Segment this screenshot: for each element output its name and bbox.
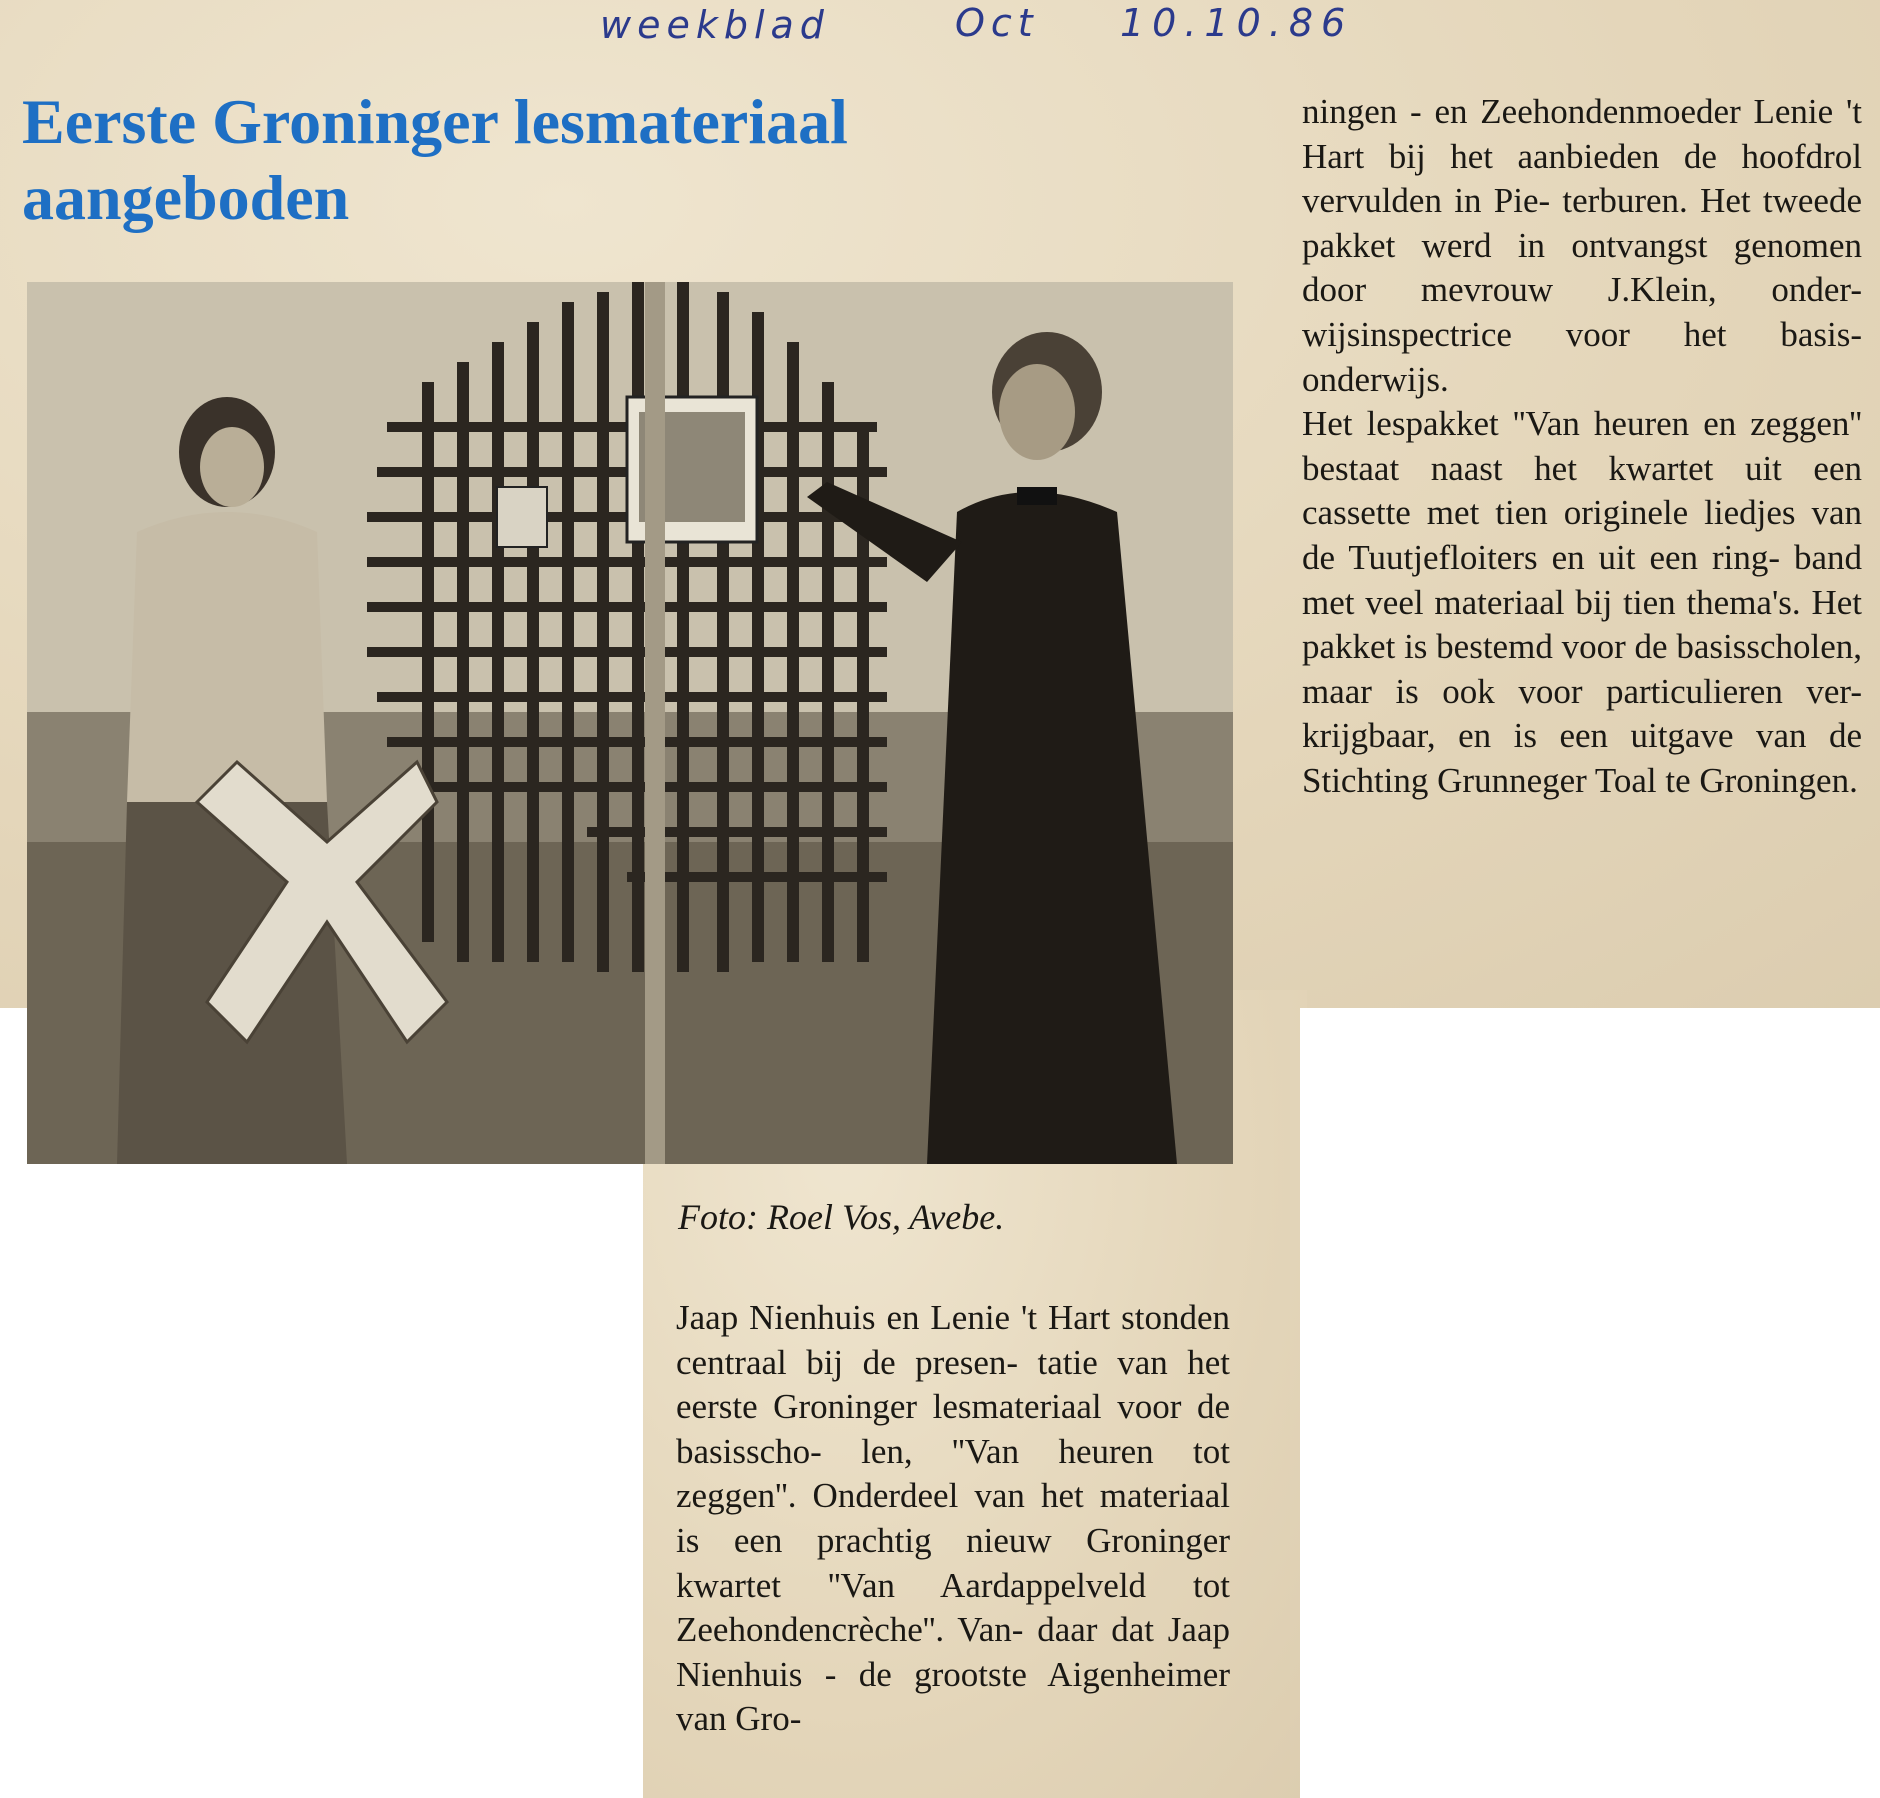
photo-caption: Foto: Roel Vos, Avebe. — [678, 1197, 1005, 1237]
right-paragraph-2: Het lespakket ''Van heuren en zeggen'' bestaat naast het kwartet uit een cassette met tien originele liedjes van de Tuutjefloiters en uit een ring- band met veel materiaal bij tien thema's. Het pakket is bestemd voor de basisscholen, maar is ook voor particulieren ver- krijgbaar, en is een uitgave van de Stichting Grunneger Toal te Groningen. — [1302, 404, 1862, 800]
handwritten-date: 10.10.86 — [1120, 1, 1354, 45]
handwritten-month: Oct — [955, 1, 1039, 45]
bottom-paragraph-1: Jaap Nienhuis en Lenie 't Hart stonden centraal bij de presen- tatie van het eerste Groninger lesmateriaal voor de basisscho- len, ''Van heuren tot zeggen''. Onderdeel van het materiaal is een prachtig nieuw Groninger kwartet ''Van Aardappelveld tot Zeehondencrèche''. Van- daar dat Jaap Nienhuis - de grootste Aigenheimer van Gro- — [676, 1298, 1230, 1739]
handwritten-note — [600, 0, 1360, 50]
handwritten-source: weekblad — [600, 3, 830, 47]
photo-illustration — [27, 282, 1233, 1164]
article-column-right — [1302, 90, 1862, 804]
article-photo — [27, 282, 1233, 1164]
background-gap — [1300, 1008, 1880, 1798]
right-paragraph-1: ningen - en Zeehondenmoeder Lenie 't Hart bij het aanbieden de hoofdrol vervulden in Pie- terburen. Het tweede pakket werd in ontvangst genomen door mevrouw J.Klein, onder- wijsinspectrice voor het basis- onderwijs. — [1302, 92, 1862, 399]
article-column-bottom — [676, 1296, 1230, 1742]
article-headline: Eerste Groninger lesmateriaal aangeboden — [22, 86, 848, 233]
